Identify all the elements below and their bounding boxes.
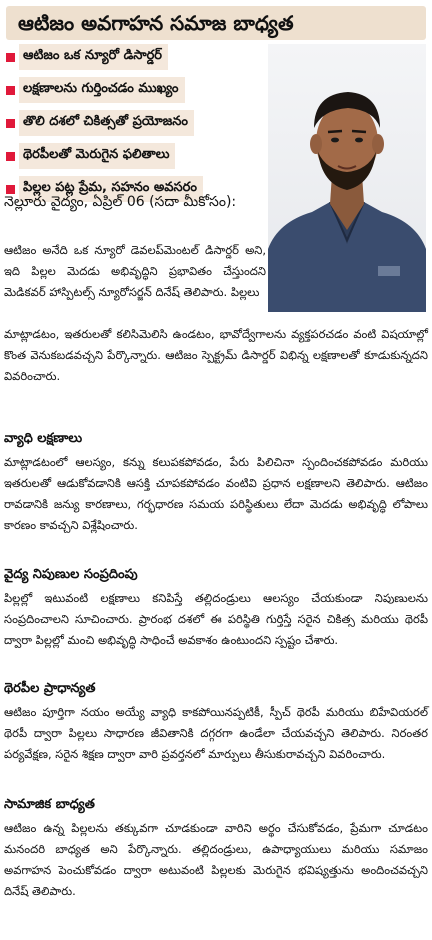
doctor-portrait-icon	[268, 44, 426, 312]
section-body: మాట్లాడటంలో ఆలస్యం, కన్ను కలుపకపోవడం, పేరు పిలిచినా స్పందించకపోవడం మరియు ఇతరులతో ఆడుకోవడానికి ఆసక్తి చూపకపోవడం వంటివి ప్రధాన లక్షణాలని తెలిపారు. ఆటిజం రావడానికి జన్యు కారణాలు, గర్భధారణ సమయ పరిస్థితులు లేదా మెదడు అభివృద్ధి లోపాలు కారణం కావచ్చని విశ్లేషించారు.	[4, 455, 428, 532]
bullet-square-icon	[6, 86, 15, 95]
doctor-photo	[268, 44, 426, 312]
highlight-text: లక్షణాలను గుర్తించడం ముఖ్యం	[19, 77, 185, 103]
bullet-square-icon	[6, 53, 15, 62]
highlight-text: ఆటిజం ఒక న్యూరో డిసార్డర్	[19, 44, 168, 70]
highlight-text: తొలి దశలో చికిత్సతో ప్రయోజనం	[19, 110, 194, 136]
highlight-item	[4, 77, 266, 103]
highlight-text: పిల్లల పట్ల ప్రేమ, సహనం అవసరం	[19, 176, 203, 202]
highlight-text: థెరపీలతో మెరుగైన ఫలితాలు	[19, 143, 175, 169]
bullet-square-icon	[6, 119, 15, 128]
bullet-square-icon	[6, 152, 15, 161]
headline-banner	[6, 6, 426, 40]
highlight-item	[4, 143, 266, 169]
section-heading: థెరపీల ప్రాధాన్యత	[4, 681, 96, 696]
section-body: ఆటిజం పూర్తిగా నయం అయ్యే వ్యాధి కాకపోయినప్పటికీ, స్పీచ్ థెరపీ మరియు బిహేవియరల్ థెరపీ ద్వారా పిల్లలు సాధారణ జీవితానికి దగ్గరగా ఉండేలా చేయవచ్చని తెలిపారు. నిరంతర పర్యవేక్షణ, సరైన శిక్షణ ద్వారా వారి ప్రవర్తనలో మార్పులు తీసుకురావచ్చని వివరించారు.	[4, 705, 428, 761]
section-heading: సామాజిక బాధ్యత	[4, 797, 95, 812]
section-heading: వ్యాధి లక్షణాలు	[4, 431, 83, 446]
headline: ఆటిజం అవగాహన సమాజ బాధ్యత	[18, 11, 294, 35]
section-heading: వైద్య నిపుణుల సంప్రదింపు	[4, 567, 138, 582]
intro-paragraph-b: మాట్లాడటం, ఇతరులతో కలిసిమెలిసి ఉండటం, భావోద్వేగాలను వ్యక్తపరచడం వంటి విషయాల్లో కొంత వెనుకబడవచ్చని పేర్కొన్నారు. ఆటిజం స్పెక్ట్రమ్ డిసార్డర్ విభిన్న లక్షణాలతో కూడుకున్నదని వివరించారు.	[4, 327, 428, 383]
intro-paragraph-a: ఆటిజం అనేది ఒక న్యూరో డెవలప్‌మెంటల్ డిసార్డర్ అని, ఇది పిల్లల మెదడు అభివృద్ధిని ప్రభావితం చేస్తుందని మెడికవర్ హాస్పిటల్స్ న్యూరోసర్జన్ దినేష్ తెలిపారు. పిల్లలు	[4, 243, 266, 299]
highlights-list	[4, 44, 266, 209]
section-body: పిల్లల్లో ఇటువంటి లక్షణాలు కనిపిస్తే తల్లిదండ్రులు ఆలస్యం చేయకుండా నిపుణులను సంప్రదించాలని సూచించారు. ప్రారంభ దశలో ఈ పరిస్థితి గుర్తిస్తే సరైన చికిత్స మరియు థెరపీ ద్వారా పిల్లల్లో మంచి అభివృద్ధి సాధించే అవకాశం ఉంటుందని స్పష్టం చేశారు.	[4, 591, 428, 647]
section-body: ఆటిజం ఉన్న పిల్లలను తక్కువగా చూడకుండా వారిని అర్థం చేసుకోవడం, ప్రేమగా చూడటం మనందరి బాధ్యత అని పేర్కొన్నారు. తల్లిదండ్రులు, ఉపాధ్యాయులు మరియు సమాజం అవగాహన పెంచుకోవడం ద్వారా అటువంటి పిల్లలకు మెరుగైన భవిష్యత్తును అందించవచ్చని దినేష్ తెలిపారు.	[4, 821, 428, 898]
highlight-item	[4, 44, 266, 70]
dateline: నెల్లూరు వైద్యం, ఏప్రిల్ 06 (సదా మీకోసం):	[4, 194, 237, 210]
highlight-item	[4, 110, 266, 136]
